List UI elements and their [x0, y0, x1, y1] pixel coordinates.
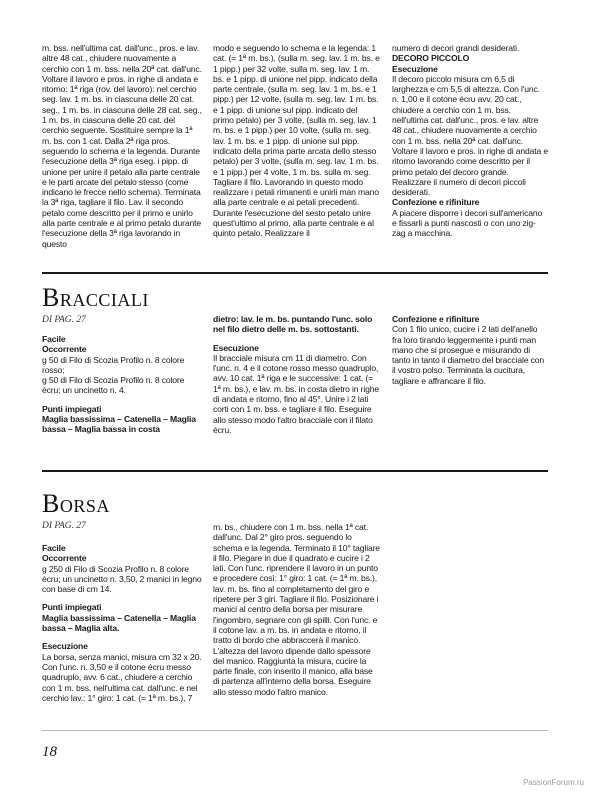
borsa-esecuzione-label: Esecuzione: [42, 641, 88, 652]
top-column-2: [213, 43, 380, 239]
bracciali-title: Bracciali: [42, 283, 149, 312]
decoro-confezione-text: A piacere disporre i decori sull'americano e fissarli a punti nascosti o con uno zig-zag a macchina.: [392, 207, 543, 239]
bracciali-column-1: [42, 334, 203, 435]
page-number: 18: [42, 744, 57, 760]
bracciali-occorrente-1: g 50 di Filo di Scozia Profilo n. 8 colore rosso;: [42, 354, 185, 375]
bracciali-esecuzione-label: Esecuzione: [213, 342, 259, 353]
borsa-punti-text: Maglia bassissima – Catenella – Maglia bassa – Maglia alta.: [42, 612, 196, 634]
bracciali-confezione-label: Confezione e rifiniture: [392, 314, 480, 324]
bracciali-level: Facile: [42, 334, 66, 344]
top-column-3: [392, 43, 548, 239]
borsa-occorrente-label: Occorrente: [42, 553, 87, 564]
borsa-title: Borsa: [42, 489, 110, 518]
bracciali-column-2: [213, 314, 380, 435]
bracciali-esecuzione-text: Il bracciale misura cm 11 di diametro. Con l'unc. n. 4 e il cotone rosso messo quadruplo, avv. 10 cat. 1ª riga e le successive: 1 cat. (= 1ª m. bs.), e lav. m. bs. in costa dietro in righe di andata e ritorno, fino al 45°. Unire i 2 lati corti con 1 m. bss. e tagliare il filo. Eseguire allo stesso modo l'altro bracciale con il filato écru.: [213, 352, 380, 435]
top-column-2-text: modo e seguendo lo schema e la legenda: 1 cat. (= 1ª m. bs.), (sulla m. seg. lav. 1 m. bs. e 1 pipp.) per 32 volte, sulla m. seg. lav. 1 m. bs. e 1 pipp. di unione nel pipp. indicato della parte centrale, (sulla m. seg. lav. 1 m. bs. e 1 pipp.) per 12 volte, (sulla m. seg. lav. 1 m. bs. e 1 pipp. di unione sul pipp. indicato del primo petalo) per 3 volte, (sulla m. seg. lav. 1 m. bs. e 1 pipp.) per 10 volte, (sulla m. seg. lav. 1 m. bs. e 1 pipp. di unione sul pipp. indicato della prima parte arcata dello stesso petalo) per 3 volte, (sulla m. seg. lav. 1 m. bs. e 1 pipp.) per 4 volte, 1 m. bs. sulla m. seg. Tagliare il filo. Lavorando in questo modo realizzare i petali rimanenti e unirli man mano alla parte centrale e ai petali precedenti. Durante l'esecuzione del sesto petalo unire quest'ultimo al primo, alla parte centrale e al quinto petalo. Realizzare il: [213, 43, 380, 239]
decoro-piccolo-text: Il decoro piccolo misura cm 6,5 di larghezza e cm 5,5 di altezza. Con l'unc. n. 1,00 e il cotone écru avv. 20 cat., chiudere a cerchio con 1 m. bss. nell'ultima cat. dall'unc., pros. e lav. altre 48 cat., chiudere nuovamente a cerchio con 1 m. bss. nella 20ª cat. dall'unc. Voltare il lavoro e pros. in righe di andata e ritorno lavorando come descritto per il primo petalo del decoro grande. Realizzare il numero di decori piccoli desiderati.: [392, 73, 549, 198]
watermark: PassionForum.ru: [523, 778, 584, 787]
bracciali-confezione-text: Con 1 filo unico, cucire i 2 lati dell'anello fra loro tirando leggermente i punti man mano che si prosegue e misurando di tanto in tanto il diametro del bracciale con il vostro polso. Terminata la cucitura, tagliare e affrancare il filo.: [392, 324, 544, 386]
borsa-page-ref: DI PAG. 27: [42, 521, 86, 531]
bracciali-punti-text: Maglia bassissima – Catenella – Maglia bassa – Maglia bassa in costa: [42, 414, 196, 435]
top-column-1-text: m. bss. nell'ultima cat. dall'unc., pros. e lav. altre 48 cat., chiudere nuovamente a cerchio con 1 m. bss. nella 20ª cat. dall'unc. Voltare il lavoro e pros. in righe di andata e ritorno: 1ª riga (rov. del lavoro): nel cerchio seg. lav. 1 m. bs. in ciascuna delle 20 cat. seg., 1 m. bs. in ciascuna delle 28 cat. seg., 1 m. bs. in ciascuna delle 20 cat. del cerchio seguente. Sostituire sempre la 1ª m. bs. con 1 cat. Dalla 2ª riga pros. seguendo lo schema e la legenda. Durante l'esecuzione della 3ª riga eseg. i pipp. di unione per unire il petalo alla parte centrale e le parti arcate del petalo stesso (come indicano le frecce nello schema). Terminata la 3ª riga, tagliare il filo. Lav. il secondo petalo come descritto per il primo e unirlo alla parte centrale e al primo petalo durante l'esecuzione della 3ª riga lavorando in questo: [42, 43, 202, 249]
section-divider-bracciali: [42, 272, 548, 274]
bracciali-col2-intro: dietro: lav. le m. bs. puntando l'unc. solo nel filo dietro delle m. bs. sottostanti.: [213, 314, 373, 335]
borsa-column-2: [213, 522, 380, 697]
bracciali-page-ref: DI PAG. 27: [42, 315, 86, 325]
borsa-punti-label: Punti impiegati: [42, 602, 102, 613]
bracciali-column-3: [392, 314, 548, 386]
bracciali-occorrente-2: g 50 di Filo di Scozia Profilo n. 8 colore écru; un uncinetto n. 4.: [42, 375, 185, 396]
bracciali-punti-label: Punti impiegati: [42, 403, 102, 414]
borsa-occorrente-text: g 250 di Filo di Scozia Profilo n. 8 colore écru; un uncinetto n. 3,50, 2 manici in legno con base di cm 14.: [42, 563, 202, 595]
bracciali-occorrente-label: Occorrente: [42, 344, 87, 355]
section-divider-borsa: [42, 470, 548, 472]
footer-divider: [42, 730, 548, 731]
decoro-confezione-label: Confezione e rifiniture: [392, 197, 480, 208]
borsa-level: Facile: [42, 543, 66, 553]
borsa-esecuzione-text: La borsa, senza manici, misura cm 32 x 20. Con l'unc. n. 3,50 e il cotone écru messo quadruplo, avv. 6 cat., chiudere a cerchio con 1 m. bss. nell'ultima cat. dall'unc. e nel cerchio lav.: 1° giro: 1 cat. (= 1ª m. bs.), 7: [42, 651, 202, 703]
decoro-piccolo-title: DECORO PICCOLO: [392, 53, 470, 64]
borsa-col2-text: m. bs., chiudere con 1 m. bss. nella 1ª cat. dall'unc. Dal 2° giro pros. seguendo lo schema e la legenda. Terminato il 10° tagliare il filo. Piegare in due il quadrato e cucire i 2 lati. Con l'unc. riprendere il lavoro in un punto e procedere così: 1° giro: 1 cat. (= 1ª m. bs.), lav. m. bs. fino al completamento del giro e ripetere per 3 giri. Tagliare il filo. Posizionare i manici al centro della borsa per misurare l'ingombro, segnare con gli spilli. Con l'unc. e il cotone lav. a m. bs. in andata e ritorno, il tratto di bordo che abbraccerà il manico. L'altezza del lavoro dipende dallo spessore del manico. Raggiunta la misura, cucire la parte finale, con inserito il manico, alla base di partenza all'interno della borsa. Eseguire allo stesso modo l'altro manico.: [213, 522, 380, 697]
top-column-1: [42, 43, 203, 249]
borsa-column-1: [42, 543, 203, 703]
top-column-3-intro: numero di decori grandi desiderati.: [392, 43, 520, 53]
decoro-esecuzione-label: Esecuzione: [392, 63, 438, 74]
